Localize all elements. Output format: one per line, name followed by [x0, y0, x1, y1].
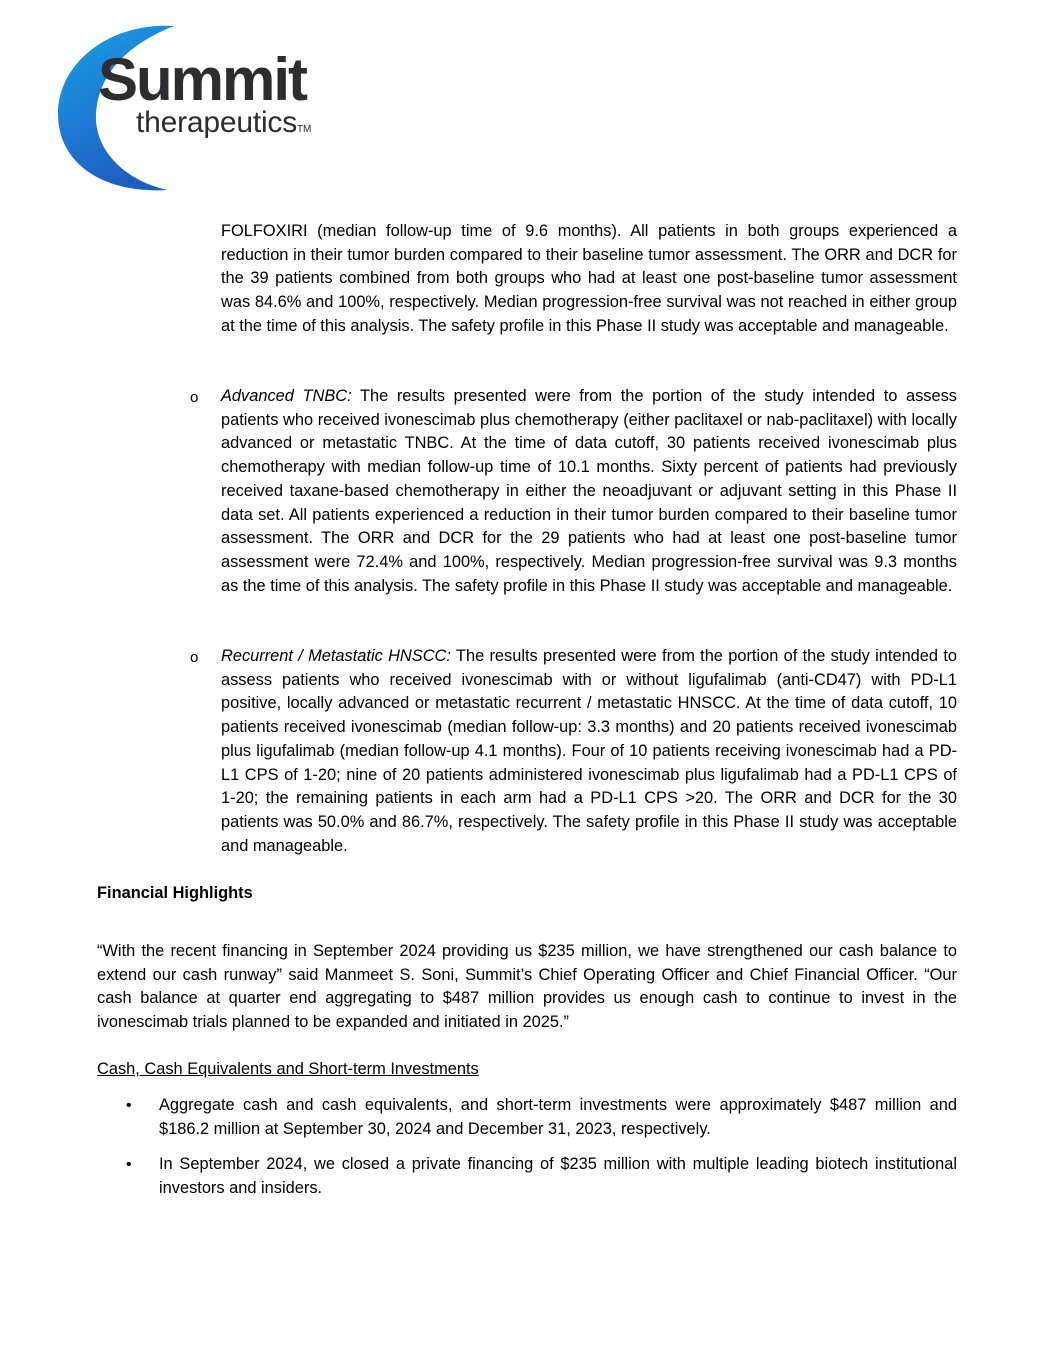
- sub-bullet-text: The results presented were from the portion of the study intended to assess patients who received ivonescimab with or without ligufalimab (anti-CD47) with PD-L1 positive, locally advanced or metastatic recurrent / metastatic HNSCC. At the time of data cutoff, 10 patients received ivonescimab (median follow-up: 3.3 months) and 20 patients received ivonescimab plus ligufalimab (median follow-up 4.1 months). Four of 10 patients receiving ivonescimab had a PD-L1 CPS of 1-20; nine of 20 patients administered ivonescimab plus ligufalimab had a PD-L1 CPS of 1-20; the remaining patients in each arm had a PD-L1 CPS >20. The ORR and DCR for the 30 patients was 50.0% and 86.7%, respectively. The safety profile in this Phase II study was acceptable and manageable.: [221, 647, 957, 855]
- sub-bullet-title: Recurrent / Metastatic HNSCC:: [221, 647, 451, 665]
- bullet-marker: •: [126, 1097, 132, 1114]
- sub-bullet-marker: o: [190, 389, 199, 406]
- financial-highlights-heading: Financial Highlights: [97, 884, 253, 902]
- financing-bullet-item: In September 2024, we closed a private financing of $235 million with multiple leading biotech institutional investors and insiders.: [159, 1155, 957, 1197]
- cash-bullet-item: Aggregate cash and cash equivalents, and short-term investments were approximately $487 million and $186.2 million at September 30, 2024 and December 31, 2023, respectively.: [159, 1096, 957, 1138]
- intro-paragraph: FOLFOXIRI (median follow-up time of 9.6 months). All patients in both groups experienced a reduction in their tumor burden compared to their baseline tumor assessment. The ORR and DCR for the 39 patients combined from both groups who had at least one post-baseline tumor assessment was 84.6% and 100%, respectively. Median progression-free survival was not reached in either group at the time of this analysis. The safety profile in this Phase II study was acceptable and manageable.: [221, 222, 957, 335]
- logo-subtitle: [136, 108, 311, 138]
- sub-bullet-marker: o: [190, 649, 199, 666]
- logo-subtitle-text: therapeutics: [136, 106, 298, 139]
- logo-wordmark: Summit: [98, 46, 307, 113]
- company-logo: [56, 22, 346, 194]
- logo-trademark: TM: [297, 124, 312, 135]
- sub-bullet-title: Advanced TNBC:: [221, 387, 352, 405]
- sub-bullet-hnscc: [221, 645, 957, 858]
- cash-section-subheading: Cash, Cash Equivalents and Short-term Investments: [97, 1060, 479, 1078]
- bullet-marker: •: [126, 1156, 132, 1173]
- sub-bullet-text: The results presented were from the portion of the study intended to assess patients who received ivonescimab plus chemotherapy (either paclitaxel or nab-paclitaxel) with locally advanced or metastatic TNBC. At the time of data cutoff, 30 patients received ivonescimab plus chemotherapy with median follow-up time of 10.1 months. Sixty percent of patients had previously received taxane-based chemotherapy in either the neoadjuvant or adjuvant setting in this Phase II data set. All patients experienced a reduction in their tumor burden compared to their baseline tumor assessment. The ORR and DCR for the 29 patients who had at least one post-baseline tumor assessment were 72.4% and 100%, respectively. Median progression-free survival was 9.3 months as the time of this analysis. The safety profile in this Phase II study was acceptable and manageable.: [221, 387, 957, 595]
- sub-bullet-tnbc: [221, 385, 957, 598]
- cfo-quote-paragraph: “With the recent financing in September 2024 providing us $235 million, we have strengthened our cash balance to extend our cash runway” said Manmeet S. Soni, Summit’s Chief Operating Officer and Chief Financial Officer. “Our cash balance at quarter end aggregating to $487 million provides us enough cash to continue to invest in the ivonescimab trials planned to be expanded and initiated in 2025.”: [97, 942, 957, 1032]
